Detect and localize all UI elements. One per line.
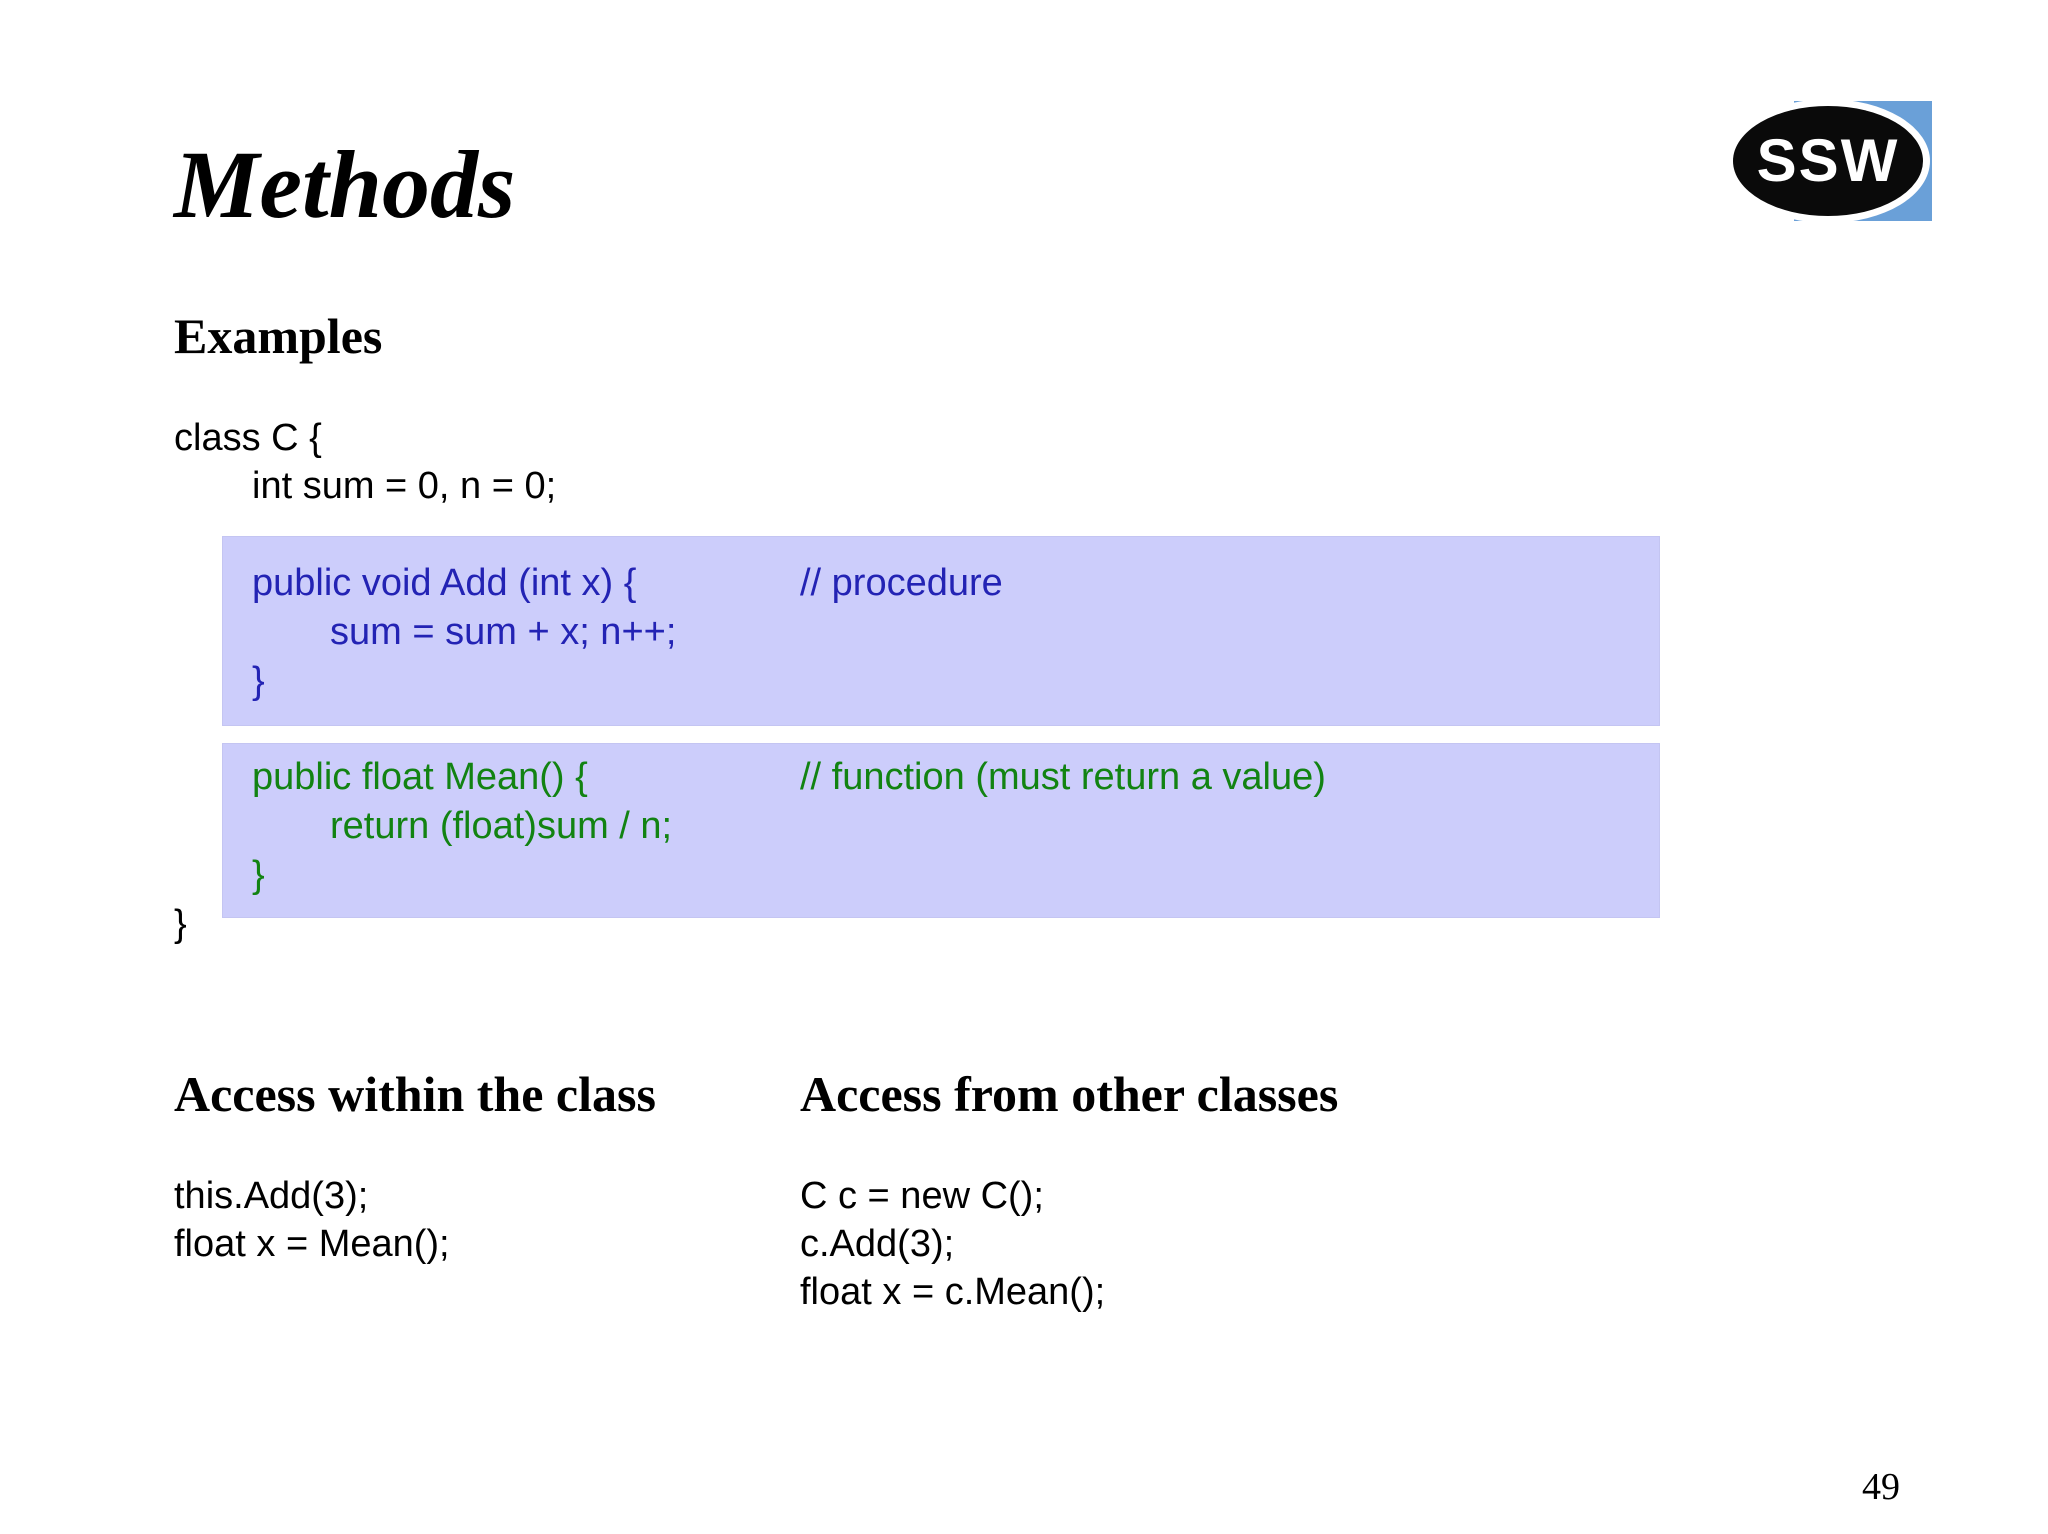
logo-text: SSW — [1756, 127, 1900, 194]
access-within-heading: Access within the class — [174, 1066, 656, 1122]
function-comment: // function (must return a value) — [800, 756, 1326, 798]
field-declaration-line: int sum = 0, n = 0; — [252, 465, 557, 507]
page-number: 49 — [1862, 1466, 1900, 1508]
class-close-brace: } — [174, 903, 187, 945]
function-signature-line: public float Mean() { — [252, 756, 588, 798]
procedure-signature-line: public void Add (int x) { — [252, 562, 637, 604]
access-other-line-1: C c = new C(); — [800, 1175, 1044, 1217]
access-within-line-2: float x = Mean(); — [174, 1223, 450, 1265]
access-within-line-1: this.Add(3); — [174, 1175, 369, 1217]
function-body-line: return (float)sum / n; — [330, 805, 673, 847]
procedure-comment: // procedure — [800, 562, 1003, 604]
class-declaration-line: class C { — [174, 417, 322, 459]
procedure-body-line: sum = sum + x; n++; — [330, 611, 677, 653]
access-other-heading: Access from other classes — [800, 1066, 1339, 1122]
access-other-line-2: c.Add(3); — [800, 1223, 955, 1265]
function-close-brace: } — [252, 854, 265, 896]
ssw-logo — [1724, 97, 1934, 225]
slide-title: Methods — [174, 131, 516, 238]
access-other-line-3: float x = c.Mean(); — [800, 1271, 1106, 1313]
procedure-close-brace: } — [252, 660, 265, 702]
examples-heading: Examples — [174, 308, 383, 364]
